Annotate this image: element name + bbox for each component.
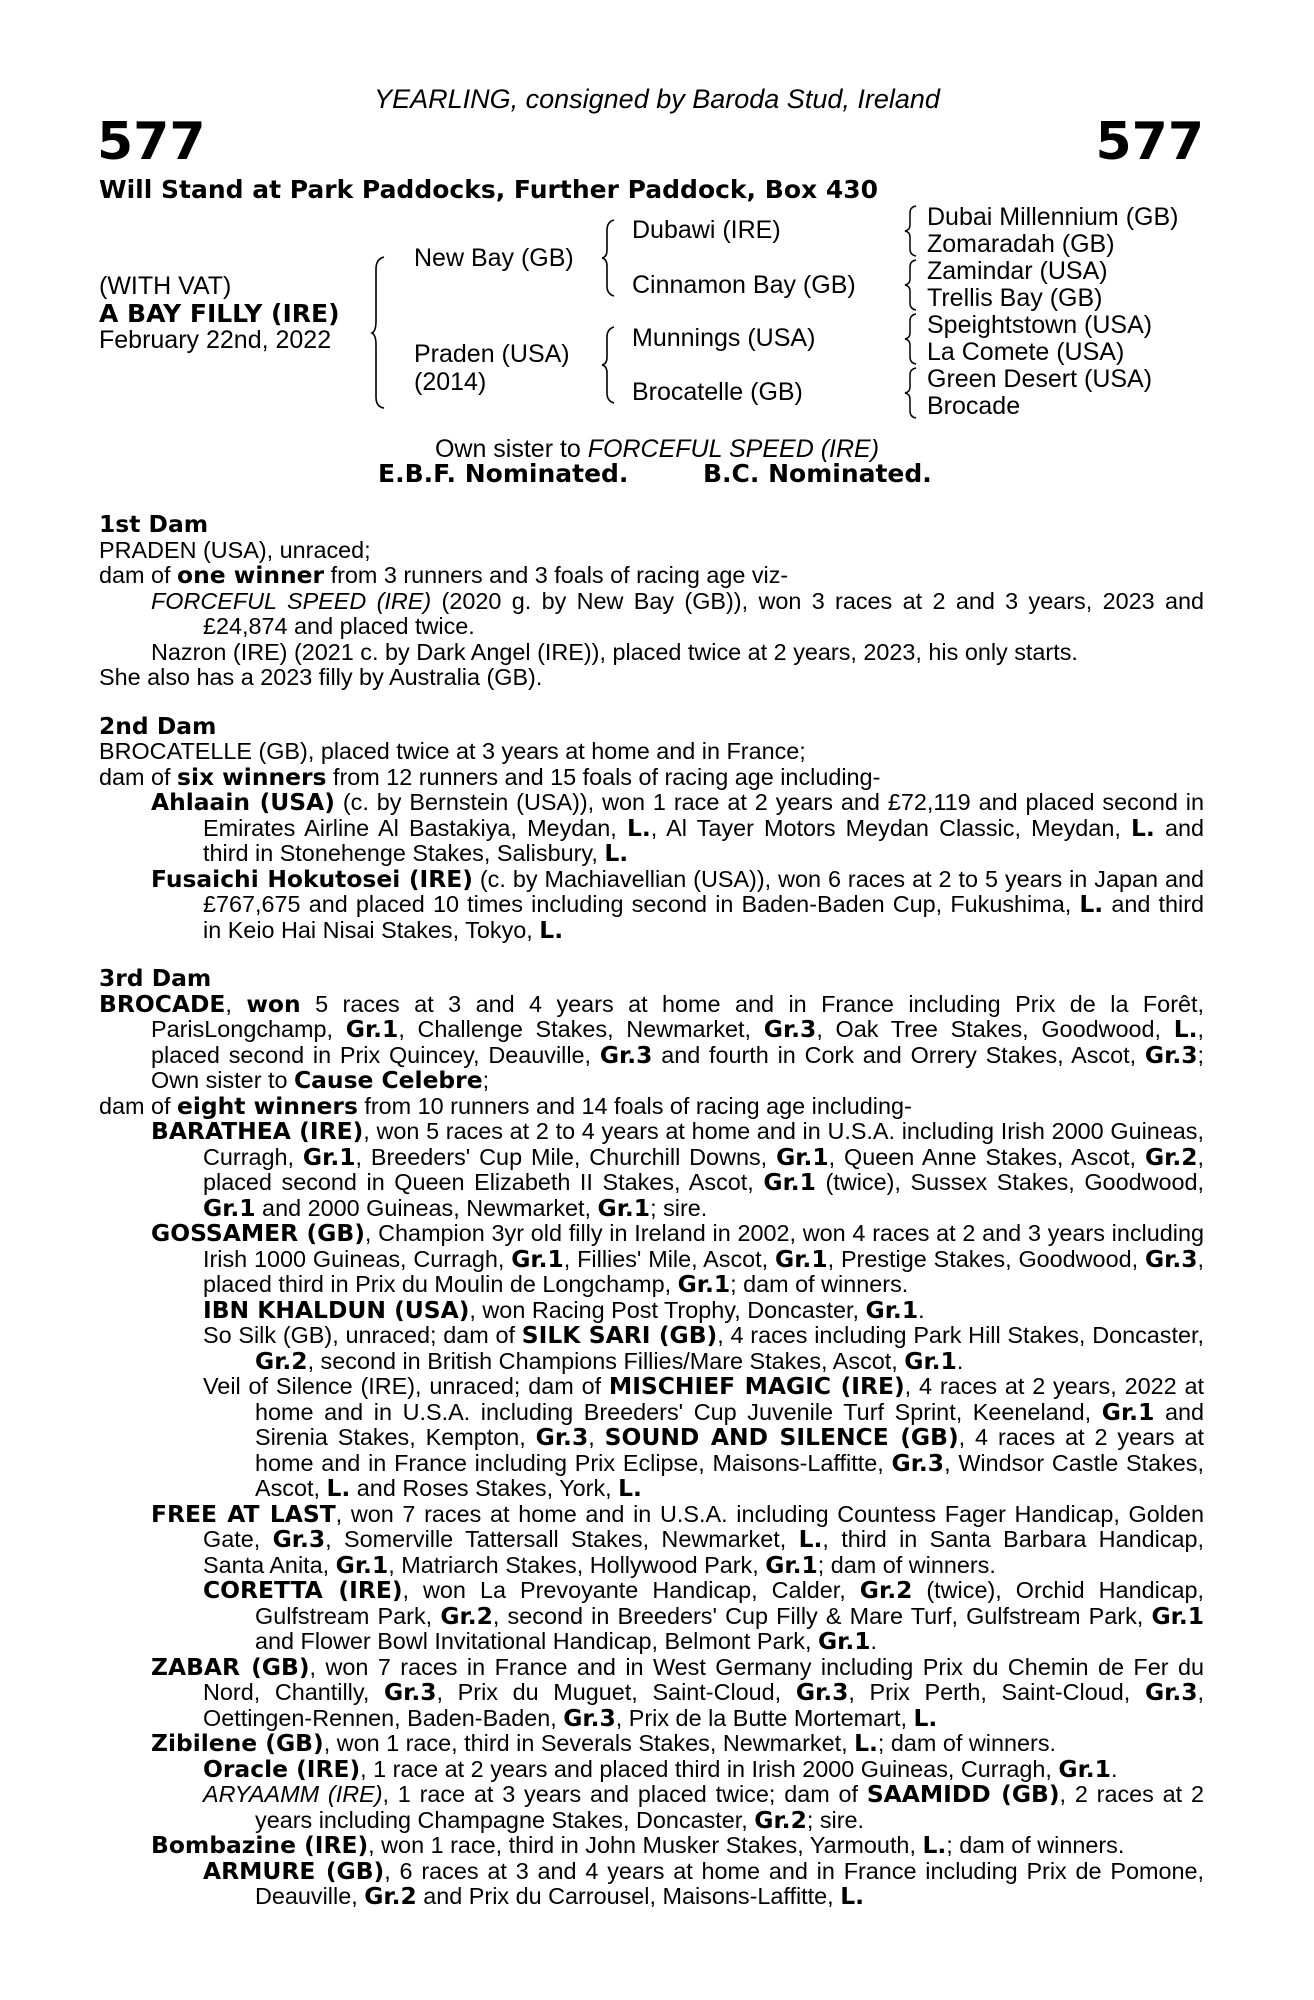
- bold-run: Gr.2: [1144, 1142, 1198, 1171]
- bold-run: L.: [798, 1525, 823, 1553]
- text-run: , third in Santa Barbara Handicap, Santa Anita,: [203, 1526, 1205, 1578]
- bold-run: ZABAR (GB): [151, 1652, 310, 1681]
- text-run: , won 1 race, third in John Musker Stakes, Yarmouth,: [368, 1832, 923, 1858]
- bold-run: Gr.3: [599, 1040, 653, 1069]
- text-run: , Challenge Stakes, Newmarket,: [398, 1016, 764, 1042]
- text-run: .: [1110, 1755, 1118, 1782]
- gg-2: Zomaradah (GB): [927, 230, 1115, 258]
- bold-run: Gr.2: [859, 1576, 913, 1604]
- text-run: , 1 race at 3 years and placed twice; dam of: [382, 1781, 867, 1807]
- text-run: , placed third in Prix du Moulin de Longchamp,: [203, 1245, 1204, 1297]
- bold-run: Gr.1: [765, 1550, 818, 1579]
- bold-run: L.: [1173, 1015, 1198, 1043]
- bold-run: Gr.3: [795, 1678, 849, 1706]
- bold-run: Gr.1: [763, 1168, 816, 1196]
- bold-run: Gr.3: [763, 1015, 817, 1043]
- bold-run: L.: [326, 1474, 351, 1502]
- produce-armure: [203, 1856, 1204, 1910]
- bold-run: Zibilene (GB): [151, 1729, 324, 1757]
- bold-run: Gr.3: [383, 1678, 437, 1706]
- stand-location: Will Stand at Park Paddocks, Further Paddock, Box 430: [99, 175, 879, 204]
- produce-ahlaain: Ahlaain (USA) (c. by Bernstein (USA)), won 1 race at 2 years and £72,119 and placed second in Emirates Airline Al Bastakiya, Meydan, L., Al Tayer Motors Meydan Classic, Meydan, L. and third in Stonehenge Stakes, Salisbury, L.: [151, 788, 1204, 867]
- pedigree-brace-main: [370, 255, 390, 410]
- pedigree-brace-dam: [600, 325, 618, 405]
- bold-run: Gr.1: [1151, 1601, 1204, 1630]
- text-run: from 10 runners and 14 foals of racing age including-: [357, 1092, 912, 1119]
- gg-8: Brocade: [927, 392, 1021, 420]
- bold-run: SILK SARI (GB): [521, 1321, 718, 1349]
- text-run: Veil of Silence (IRE), unraced; dam of: [203, 1373, 609, 1399]
- produce-barathea: [151, 1119, 1204, 1221]
- produce-ibn-khaldun: [203, 1295, 1204, 1324]
- text-run: , 1 race at 2 years and placed third in Irish 2000 Guineas, Curragh,: [360, 1755, 1059, 1782]
- produce-coretta: [203, 1578, 1204, 1655]
- bold-run: FREE AT LAST: [151, 1499, 336, 1528]
- dam: Praden (USA): [414, 340, 570, 368]
- bold-run: L.: [618, 1474, 642, 1502]
- text-run: , Matriarch Stakes, Hollywood Park,: [388, 1551, 766, 1578]
- text-run: (twice), Orchid Handicap, Gulfstream Park,: [255, 1577, 1204, 1629]
- sire-dam: Cinnamon Bay (GB): [632, 271, 856, 299]
- bold-run: IBN KHALDUN (USA): [203, 1295, 470, 1324]
- bold-run: Gr.1: [817, 1627, 871, 1655]
- bold-run: Gr.1: [335, 1550, 389, 1579]
- text-run: and Roses Stakes, York,: [350, 1475, 619, 1501]
- text-run: , second in Breeders' Cup Filly & Mare Turf, Gulfstream Park,: [492, 1602, 1152, 1629]
- own-sister-note: Own sister to FORCEFUL SPEED (IRE): [434, 435, 880, 463]
- second-dam-produce-summary: dam of six winners from 12 runners and 15 foals of racing age including-: [99, 762, 881, 791]
- bold-run: MISCHIEF MAGIC (IRE): [608, 1372, 905, 1400]
- text-run: , won 7 races at home and in U.S.A. including Countess Fager Handicap, Golden Gate,: [203, 1500, 1204, 1552]
- dam-year: (2014): [414, 368, 487, 396]
- bold-run: Gr.2: [364, 1882, 417, 1910]
- bold-run: L.: [840, 1882, 864, 1910]
- vat-note: (WITH VAT): [99, 272, 232, 300]
- produce-veil-of-silence: [203, 1374, 1204, 1502]
- produce-oracle: [203, 1754, 1204, 1783]
- produce-free-at-last: [151, 1499, 1205, 1579]
- text-run: , placed second in Prix Quincey, Deauville,: [151, 1016, 1205, 1068]
- lot-number-right: 577: [1095, 112, 1204, 172]
- produce-zibilene: [151, 1731, 1204, 1757]
- text-run: , won 1 race, third in Severals Stakes, Newmarket,: [323, 1730, 855, 1756]
- gg-1: Dubai Millennium (GB): [927, 203, 1179, 231]
- first-dam-line: PRADEN (USA), unraced;: [99, 536, 371, 563]
- bold-run: Gr.1: [776, 1142, 829, 1171]
- bold-run: Gr.1: [904, 1346, 957, 1375]
- gg-6: La Comete (USA): [927, 338, 1125, 366]
- bold-run: SOUND AND SILENCE (GB): [604, 1423, 959, 1451]
- produce-aryaamm: [203, 1782, 1204, 1833]
- text-run: .: [870, 1628, 878, 1654]
- text-run: , Prix du Muguet, Saint-Cloud,: [436, 1679, 796, 1705]
- sire: New Bay (GB): [414, 244, 574, 272]
- gg-5: Speightstown (USA): [927, 311, 1153, 339]
- third-dam-produce-summary: [99, 1091, 1204, 1120]
- text-run: , 4 races at 2 years at home and in France including Prix Eclipse, Maisons-Laffitte,: [255, 1424, 1205, 1476]
- dam-line-body: [99, 512, 1204, 1910]
- text-run: and fourth in Cork and Orrery Stakes, Ascot,: [652, 1041, 1145, 1068]
- text-run: , Somerville Tattersall Stakes, Newmarket,: [325, 1526, 799, 1552]
- produce-so-silk: [203, 1323, 1204, 1374]
- text-run: ,: [588, 1424, 605, 1450]
- text-run: , placed second in Queen Elizabeth II Stakes, Ascot,: [203, 1143, 1204, 1195]
- second-dam-line: BROCATELLE (GB), placed twice at 3 years at home and in France;: [99, 738, 806, 764]
- text-run: ; Own sister to: [151, 1041, 1204, 1093]
- bold-run: Gr.1: [1058, 1754, 1111, 1783]
- text-run: , Oettingen-Rennen, Baden-Baden,: [203, 1679, 1204, 1731]
- bold-run: Gr.3: [535, 1423, 589, 1451]
- bold-run: SAAMIDD (GB): [866, 1780, 1060, 1808]
- text-run: , 6 races at 3 and 4 years at home and in France including Prix de Pomone, Deauville,: [255, 1857, 1204, 1909]
- bold-run: Gr.1: [203, 1193, 256, 1222]
- bc-nomination: B.C. Nominated.: [703, 459, 932, 488]
- text-run: dam of: [99, 1092, 178, 1119]
- text-run: ; sire.: [650, 1194, 708, 1221]
- bold-run: Bombazine (IRE): [151, 1831, 369, 1859]
- bold-run: CORETTA (IRE): [203, 1576, 403, 1604]
- lot-name: A BAY FILLY (IRE): [99, 299, 340, 328]
- dam-dam: Brocatelle (GB): [632, 378, 803, 406]
- text-run: ; dam of winners.: [946, 1832, 1125, 1858]
- produce-zabar: [151, 1652, 1204, 1732]
- text-run: .: [918, 1296, 925, 1323]
- gg-4: Trellis Bay (GB): [927, 284, 1103, 312]
- pedigree-brace-g3: [903, 312, 919, 366]
- produce-fusaichi-hokutosei: Fusaichi Hokutosei (IRE) (c. by Machiavellian (USA)), won 6 races at 2 to 5 years in Japan and £767,675 and placed 10 times including second in Baden-Baden Cup, Fukushima, L. and third in Keio Hai Nisai Stakes, Tokyo, L.: [151, 864, 1204, 944]
- text-run: , Windsor Castle Stakes, Ascot,: [255, 1449, 1204, 1501]
- first-dam-heading: 1st Dam: [99, 510, 209, 538]
- first-dam-produce-summary: dam of one winner from 3 runners and 3 foals of racing age viz-: [99, 561, 789, 589]
- italic-run: ARYAAMM (IRE): [203, 1781, 383, 1807]
- bold-run: Oracle (IRE): [203, 1754, 361, 1783]
- bold-run: Gr.3: [272, 1525, 326, 1553]
- bold-run: Gr.2: [754, 1805, 807, 1834]
- bold-run: Gr.3: [891, 1448, 945, 1477]
- text-run: ;: [482, 1067, 490, 1093]
- produce-nazron: Nazron (IRE) (2021 c. by Dark Angel (IRE)), placed twice at 2 years, 2023, his only starts.: [151, 638, 1078, 665]
- text-run: , second in British Champions Fillies/Mare Stakes, Ascot,: [307, 1347, 905, 1374]
- bold-run: L.: [922, 1831, 947, 1859]
- third-dam-brocade: [99, 989, 1205, 1094]
- first-dam-note: She also has a 2023 filly by Australia (GB).: [99, 664, 543, 690]
- bold-run: Gr.1: [345, 1015, 399, 1043]
- bold-run: BARATHEA (IRE): [151, 1117, 364, 1145]
- text-run: , Oak Tree Stakes, Goodwood,: [816, 1016, 1174, 1042]
- bold-run: Gr.2: [440, 1601, 493, 1630]
- text-run: , won Racing Post Trophy, Doncaster,: [469, 1296, 866, 1323]
- text-run: , won 5 races at 2 to 4 years at home and in U.S.A. including Irish 2000 Guineas, Curragh,: [203, 1118, 1204, 1170]
- bold-run: Gr.1: [865, 1295, 919, 1324]
- text-run: .: [956, 1347, 964, 1374]
- text-run: , Prestige Stakes, Goodwood,: [827, 1245, 1145, 1272]
- produce-bombazine: [151, 1833, 1204, 1859]
- text-run: 5 races at 3 and 4 years at home and in France including Prix de la Forêt, ParisLongchamp,: [151, 990, 1204, 1042]
- text-run: , won 7 races in France and in West Germany including Prix du Chemin de Fer du Nord, Chantilly,: [203, 1653, 1204, 1705]
- gg-3: Zamindar (USA): [927, 257, 1108, 285]
- text-run: ; dam of winners.: [817, 1551, 996, 1578]
- bold-run: Gr.3: [563, 1703, 616, 1732]
- text-run: , Champion 3yr old filly in Ireland in 2002, won 4 races at 2 and 3 years including Irish 1000 Guineas, Curragh,: [203, 1220, 1204, 1272]
- bold-run: BROCADE: [99, 989, 226, 1018]
- text-run: and Prix du Carrousel, Maisons-Laffitte,: [416, 1883, 841, 1909]
- text-run: , 4 races including Park Hill Stakes, Doncaster,: [717, 1322, 1205, 1348]
- bold-run: Gr.3: [1144, 1040, 1198, 1069]
- text-run: , Fillies' Mile, Ascot,: [563, 1245, 776, 1272]
- pedigree-brace-sire: [600, 218, 618, 298]
- bold-run: ARMURE (GB): [203, 1856, 385, 1885]
- text-run: , Breeders' Cup Mile, Churchill Downs,: [355, 1143, 777, 1170]
- third-dam-heading: 3rd Dam: [99, 964, 212, 992]
- pedigree-brace-g2: [903, 258, 919, 312]
- bold-run: Gr.3: [1144, 1244, 1198, 1273]
- bold-run: L.: [854, 1729, 878, 1757]
- text-run: , Queen Anne Stakes, Ascot,: [828, 1143, 1145, 1170]
- bold-run: Gr.2: [255, 1346, 308, 1375]
- text-run: , 4 races at 2 years, 2022 at home and in U.S.A. including Breeders' Cup Juvenile Turf Sprint, Keeneland,: [255, 1373, 1204, 1425]
- text-run: ; dam of winners.: [877, 1730, 1057, 1756]
- text-run: and Sirenia Stakes, Kempton,: [255, 1398, 1204, 1450]
- bold-run: Gr.1: [677, 1270, 731, 1298]
- bold-run: Gr.1: [775, 1244, 828, 1273]
- bold-run: eight winners: [177, 1091, 358, 1120]
- text-run: and 2000 Guineas, Newmarket,: [255, 1194, 598, 1221]
- bold-run: Gr.1: [597, 1193, 651, 1222]
- text-run: , Prix Perth, Saint-Cloud,: [848, 1679, 1145, 1705]
- text-run: , 2 races at 2 years including Champagne Stakes, Doncaster,: [255, 1781, 1204, 1833]
- pedigree-brace-g4: [903, 366, 919, 420]
- bold-run: Gr.1: [302, 1142, 356, 1171]
- text-run: and Flower Bowl Invitational Handicap, Belmont Park,: [255, 1628, 818, 1654]
- bold-run: Gr.1: [511, 1244, 564, 1273]
- text-run: ; dam of winners.: [730, 1271, 909, 1297]
- gg-7: Green Desert (USA): [927, 365, 1153, 393]
- text-run: So Silk (GB), unraced; dam of: [203, 1322, 522, 1348]
- text-run: , Prix de la Butte Mortemart,: [615, 1704, 914, 1731]
- produce-gossamer: [151, 1221, 1204, 1298]
- pedigree-brace-g1: [903, 204, 919, 258]
- bold-run: Gr.3: [1144, 1678, 1198, 1706]
- lot-number-left: 577: [97, 112, 206, 172]
- ebf-nomination: E.B.F. Nominated.: [378, 459, 629, 488]
- sire-sire: Dubawi (IRE): [632, 216, 781, 244]
- text-run: ,: [225, 990, 247, 1017]
- bold-run: Gr.1: [1101, 1397, 1155, 1426]
- dam-sire: Munnings (USA): [632, 324, 816, 352]
- text-run: ; sire.: [806, 1806, 865, 1833]
- bold-run: Cause Celebre: [293, 1066, 483, 1094]
- text-run: (twice), Sussex Stakes, Goodwood,: [815, 1169, 1204, 1195]
- bold-run: GOSSAMER (GB): [151, 1219, 365, 1247]
- bold-run: won: [246, 989, 301, 1018]
- produce-forceful-speed: FORCEFUL SPEED (IRE) (2020 g. by New Bay (GB)), won 3 races at 2 and 3 years, 2023 and £24,874 and placed twice.: [151, 587, 1204, 639]
- consignment-line: YEARLING, consigned by Baroda Stud, Ireland: [374, 84, 940, 114]
- text-run: , won La Prevoyante Handicap, Calder,: [402, 1577, 860, 1603]
- foaling-date: February 22nd, 2022: [99, 326, 332, 354]
- bold-run: L.: [913, 1703, 938, 1732]
- second-dam-heading: 2nd Dam: [99, 711, 217, 740]
